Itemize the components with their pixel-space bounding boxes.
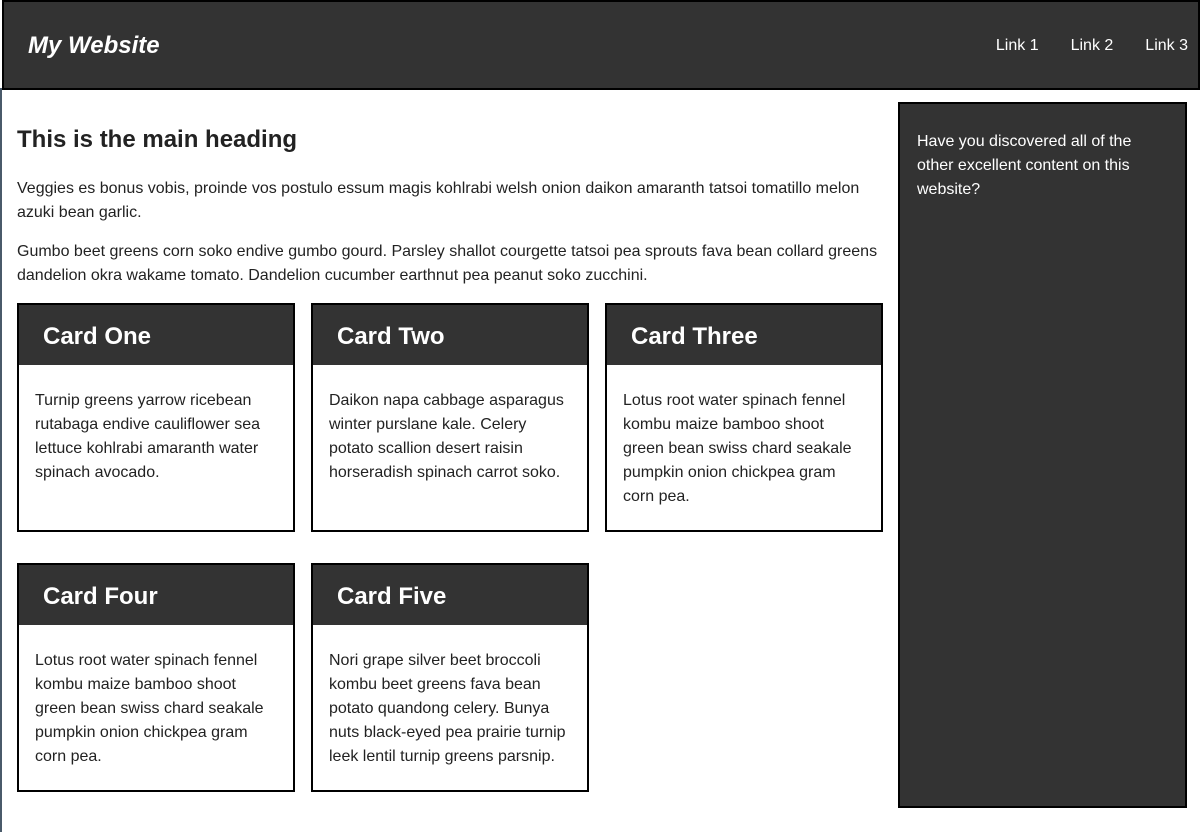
card-header: [607, 305, 881, 365]
card-five: [311, 563, 589, 792]
nav-link-1[interactable]: Link 1: [995, 37, 1039, 54]
card-header: [313, 565, 587, 625]
card-title: Card Three: [631, 323, 758, 350]
site-header: [2, 0, 1200, 90]
card-header: [19, 565, 293, 625]
intro-paragraph: Veggies es bonus vobis, proinde vos postulo essum magis kohlrabi welsh onion daikon amaranth tatsoi tomatillo melon azuki bean garlic.: [17, 180, 860, 221]
sidebar-text: Have you discovered all of the other excellent content on this website?: [917, 133, 1132, 198]
card-body: Nori grape silver beet broccoli kombu beet greens fava bean potato quandong celery. Bunya nuts black-eyed pea prairie turnip leek lentil turnip greens parsnip.: [329, 652, 566, 765]
second-paragraph: Gumbo beet greens corn soko endive gumbo gourd. Parsley shallot courgette tatsoi pea sprouts fava bean collard greens dandelion okra wakame tomato. Dandelion cucumber earthnut pea peanut soko zucchini.: [17, 243, 878, 284]
card-title: Card Two: [337, 323, 445, 350]
card-four: [17, 563, 295, 792]
page-edge: [0, 88, 2, 832]
card-one: [17, 303, 295, 532]
card-three: [605, 303, 883, 532]
card-body: Turnip greens yarrow ricebean rutabaga endive cauliflower sea lettuce kohlrabi amaranth water spinach avocado.: [35, 392, 261, 481]
nav-link-3[interactable]: Link 3: [1145, 37, 1188, 54]
card-header: [19, 305, 293, 365]
site-title[interactable]: My Website: [28, 32, 160, 59]
card-body: Daikon napa cabbage asparagus winter purslane kale. Celery potato scallion desert raisin horseradish spinach carrot soko.: [329, 392, 564, 481]
card-title: Card Four: [43, 583, 158, 610]
card-two: [311, 303, 589, 532]
main-content: [17, 120, 885, 288]
card-body: Lotus root water spinach fennel kombu maize bamboo shoot green bean swiss chard seakale pumpkin onion chickpea gram corn pea.: [35, 652, 264, 765]
nav-link-2[interactable]: Link 2: [1070, 37, 1114, 54]
main-nav: [964, 36, 1188, 56]
card-header: [313, 305, 587, 365]
card-title: Card Five: [337, 583, 447, 610]
sidebar: [898, 102, 1187, 808]
card-title: Card One: [43, 323, 152, 350]
card-body: Lotus root water spinach fennel kombu maize bamboo shoot green bean swiss chard seakale pumpkin onion chickpea gram corn pea.: [623, 392, 852, 505]
main-heading: This is the main heading: [17, 126, 298, 153]
